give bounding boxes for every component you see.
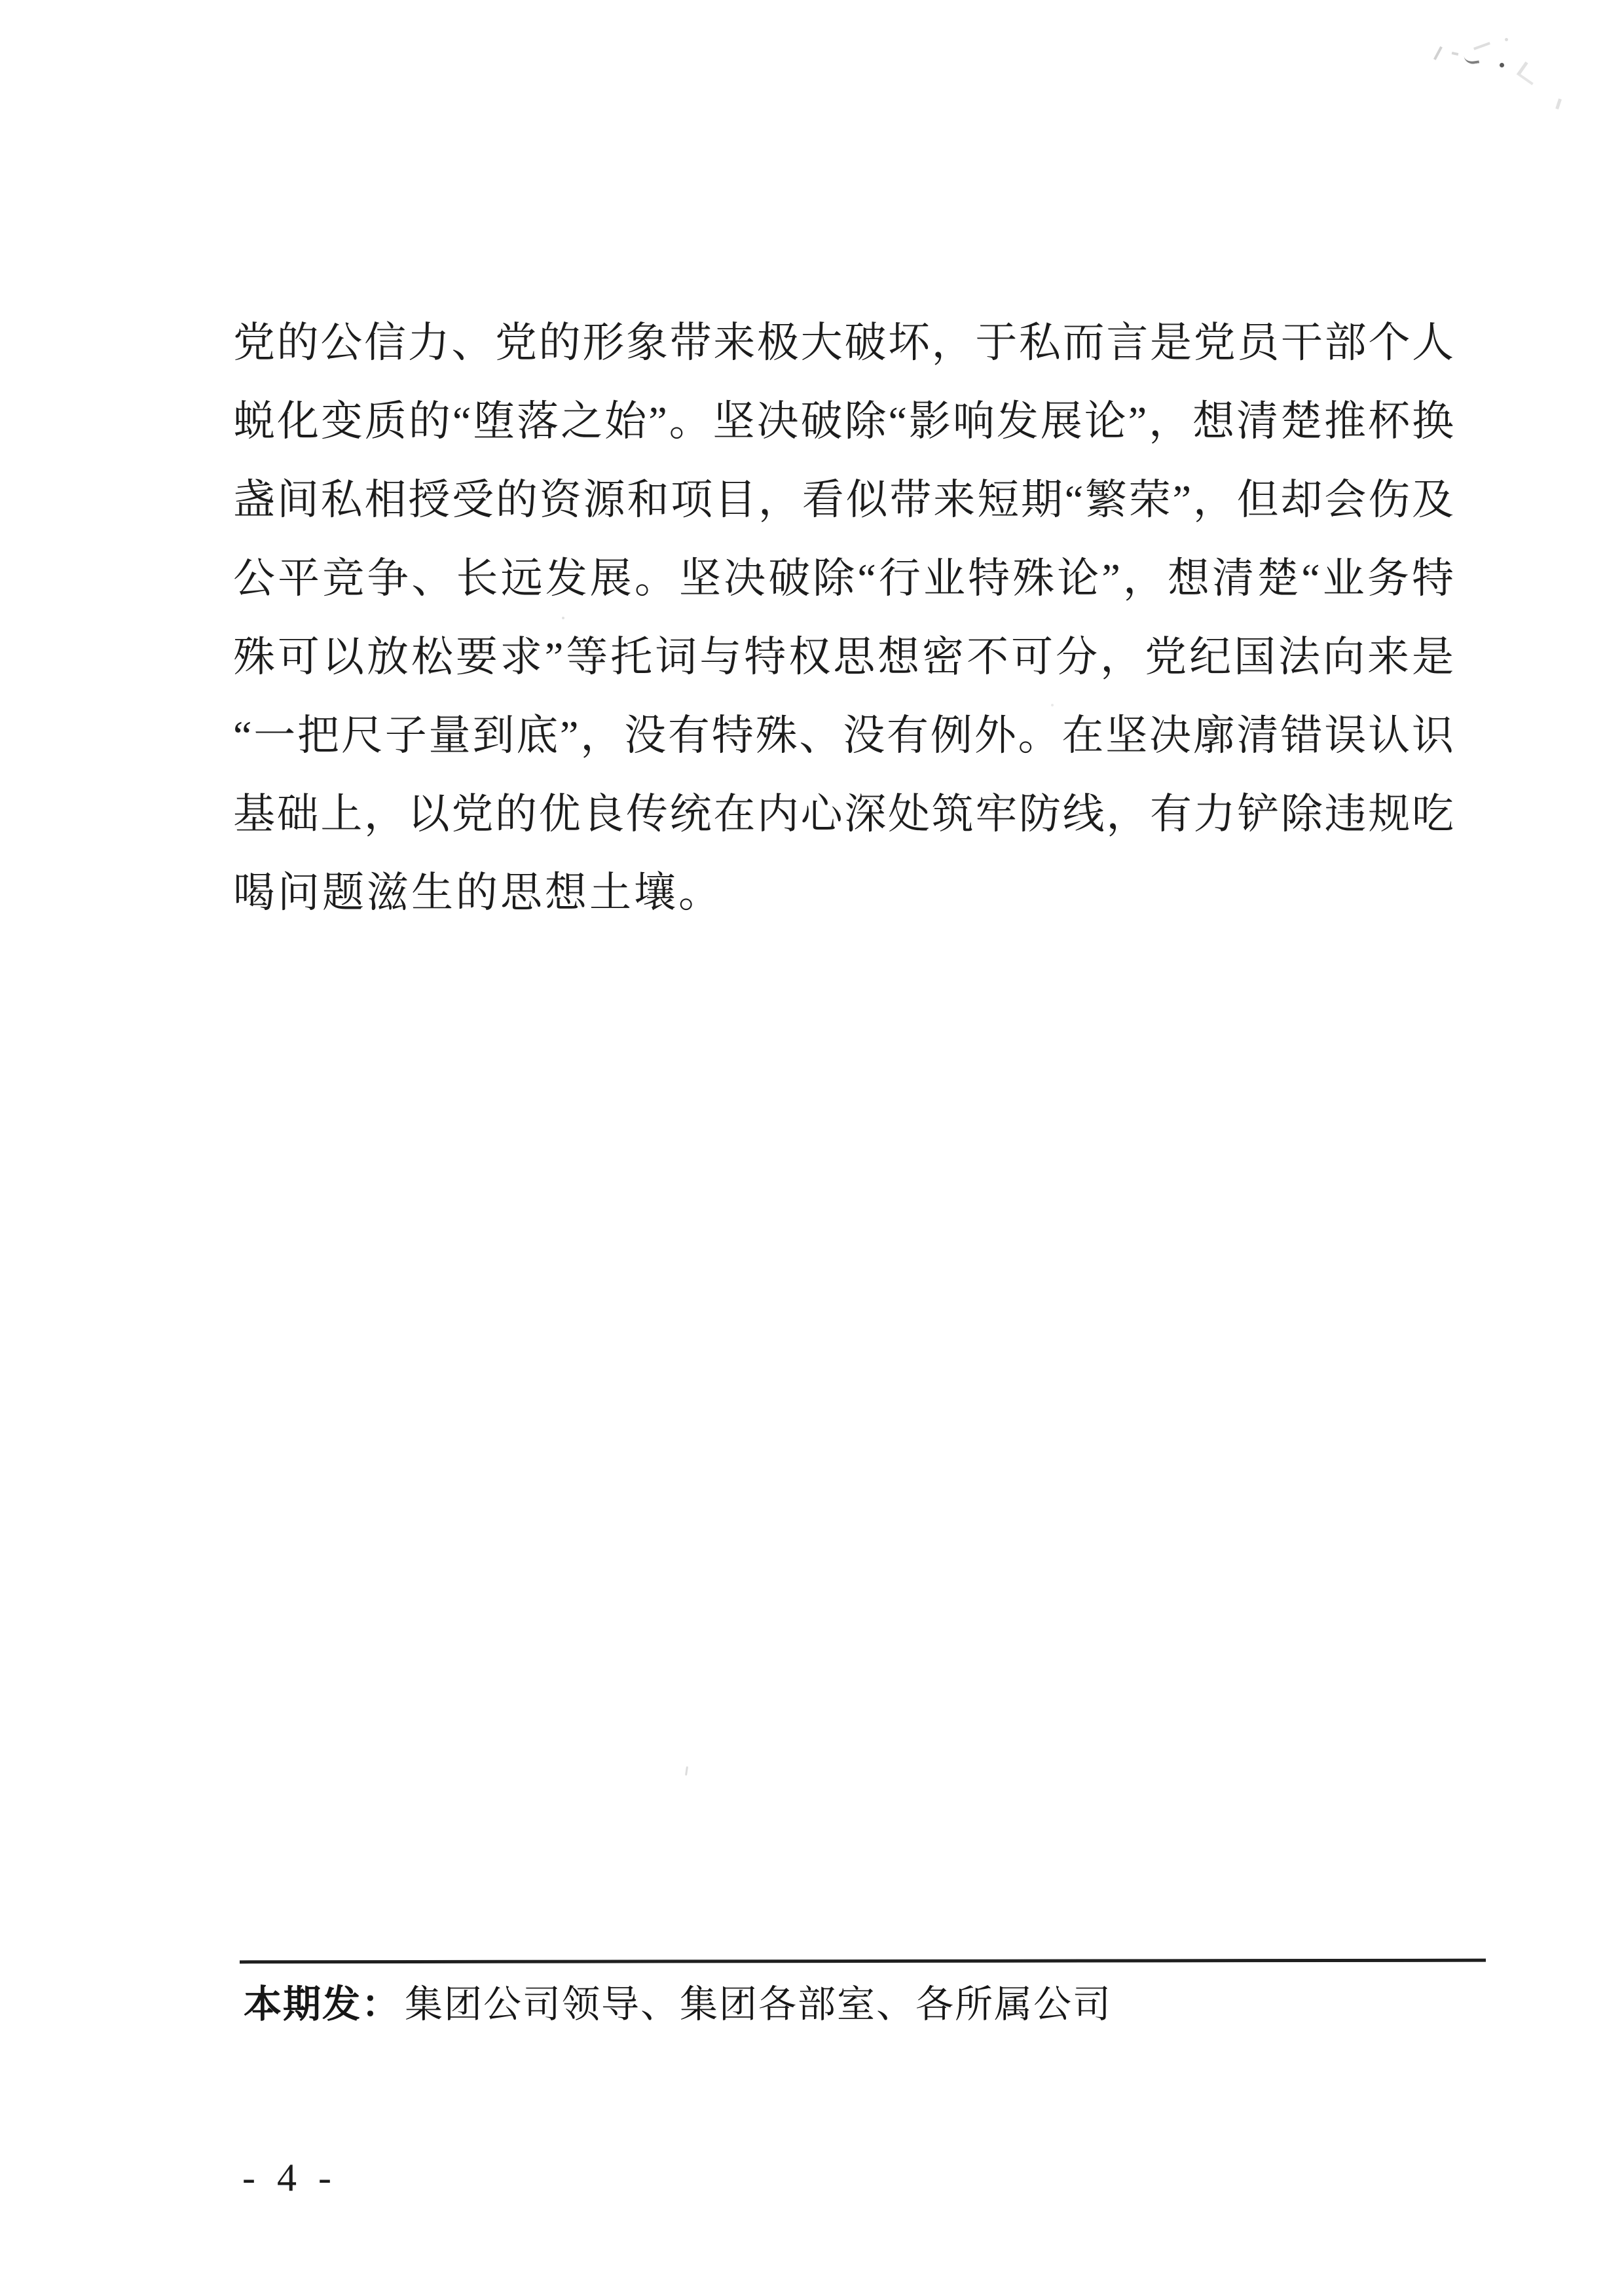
scan-artifact (1544, 95, 1562, 109)
body-line: 蜕化变质的“堕落之始”。坚决破除“影响发展论”，想清楚推杯换 (233, 398, 1455, 445)
body-line: 党的公信力、党的形象带来极大破坏，于私而言是党员干部个人 (233, 319, 1455, 366)
scan-artifact (1505, 38, 1508, 41)
scan-artifact (1464, 52, 1479, 65)
body-line: 喝问题滋生的思想土壤。 (233, 869, 723, 916)
page-number: - 4 - (242, 2156, 337, 2199)
scan-artifact (1500, 63, 1504, 67)
distribution-note (244, 1981, 1112, 2028)
body-line: 公平竞争、长远发展。坚决破除“行业特殊论”，想清楚“业务特 (233, 555, 1455, 602)
scan-artifact (685, 1766, 688, 1776)
scan-artifact (1517, 62, 1541, 85)
distribution-label: 本期发： (244, 1983, 401, 2026)
scan-artifact (1433, 46, 1452, 65)
body-line: “一把尺子量到底”，没有特殊、没有例外。在坚决廓清错误认识 (233, 712, 1455, 759)
paragraph (233, 304, 1455, 932)
footer-divider (240, 1959, 1486, 1964)
scan-artifact (1452, 52, 1459, 56)
scan-artifact (1473, 42, 1493, 58)
body-line: 殊可以放松要求”等托词与特权思想密不可分，党纪国法向来是 (233, 634, 1455, 680)
body-line: 基础上，以党的优良传统在内心深处筑牢防线，有力铲除违规吃 (233, 791, 1455, 837)
distribution-recipients: 集团公司领导、集团各部室、各所属公司 (405, 1983, 1113, 2026)
body-line: 盏间私相授受的资源和项目，看似带来短期“繁荣”，但却会伤及 (233, 477, 1455, 523)
